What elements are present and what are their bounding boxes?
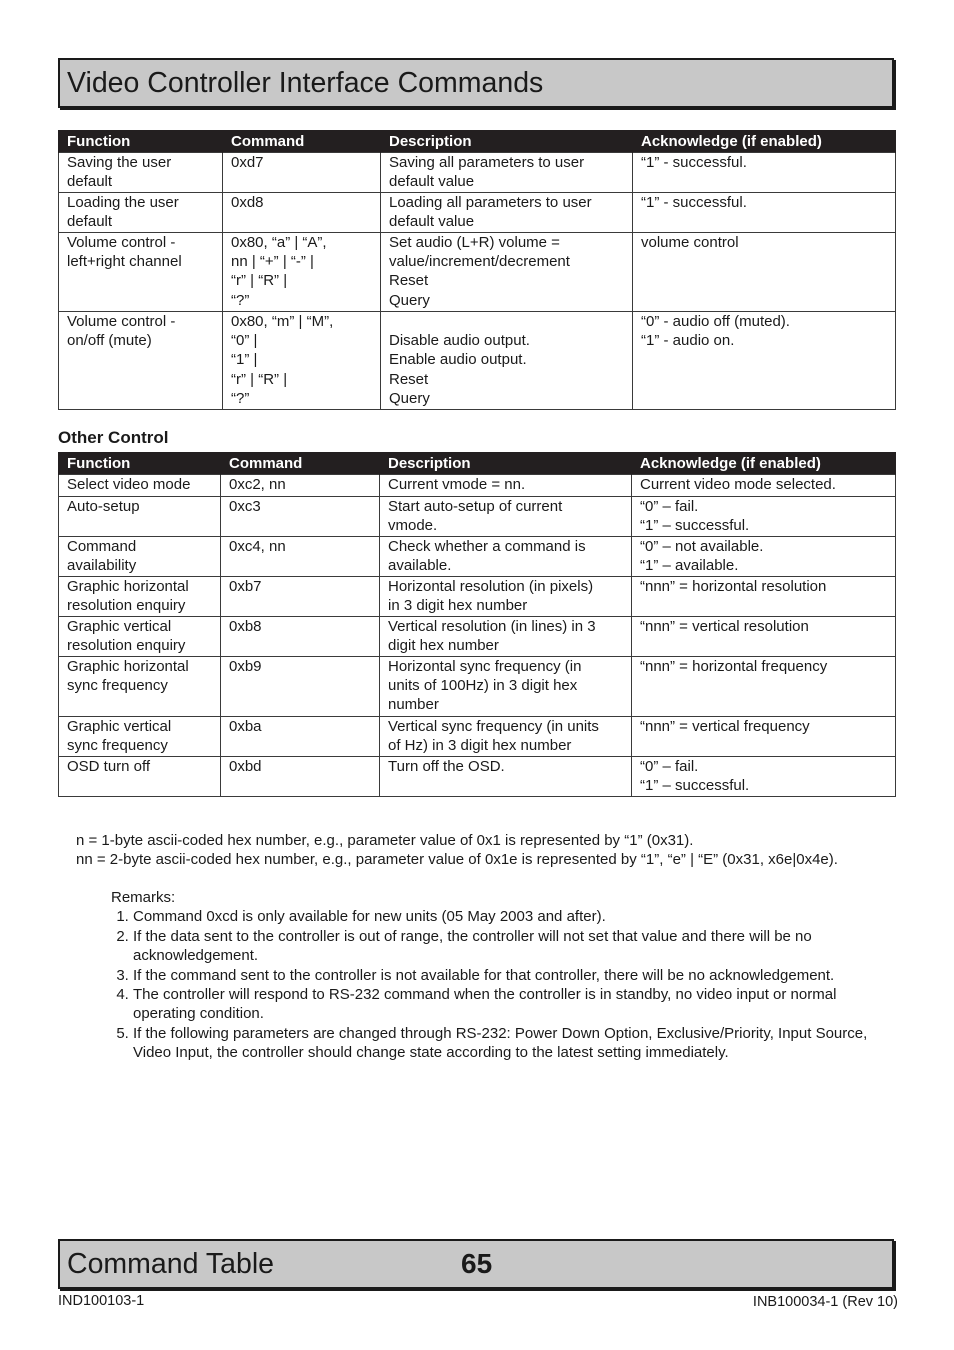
remark-item: 4. The controller will respond to RS-232 command when the controller is in standby, no video input or normal operating condition. — [133, 985, 901, 1024]
audio-command-table — [58, 130, 896, 410]
table-row — [59, 497, 896, 537]
remark-item: 1. Command 0xcd is only available for new units (05 May 2003 and after). — [133, 907, 901, 926]
encoding-notes — [76, 831, 936, 869]
cell-ack: “1” - successful. — [633, 193, 896, 233]
cell-description: Loading all parameters to user default value — [381, 193, 633, 233]
cell-command: 0xbd — [221, 757, 380, 797]
column-header-ack: Acknowledge (if enabled) — [633, 130, 896, 153]
cell-ack: “0” – not available. “1” – available. — [632, 537, 896, 577]
cell-ack: volume control — [633, 233, 896, 312]
cell-description: Set audio (L+R) volume = value/increment/decrement Reset Query — [381, 233, 633, 312]
cell-command: 0xb7 — [221, 577, 380, 617]
cell-description: Saving all parameters to user default value — [381, 153, 633, 193]
table-row — [59, 657, 896, 717]
cell-ack: “0” - audio off (muted). “1” - audio on. — [633, 312, 896, 410]
cell-function: Graphic horizontal resolution enquiry — [59, 577, 221, 617]
cell-command: 0x80, “m” | “M”, “0” | “1” | “r” | “R” | “?” — [223, 312, 381, 410]
cell-description: Vertical sync frequency (in units of Hz) in 3 digit hex number — [380, 717, 632, 757]
cell-function: Saving the user default — [59, 153, 223, 193]
doc-code-left: IND100103-1 — [58, 1293, 145, 1309]
cell-ack: “0” – fail. “1” – successful. — [632, 497, 896, 537]
remark-item: 5. If the following parameters are changed through RS-232: Power Down Option, Exclusive/Priority, Input Source, Video Input, the controller should change state according to the latest setting immediately. — [133, 1024, 901, 1063]
cell-function: Volume control - on/off (mute) — [59, 312, 223, 410]
table-row — [59, 617, 896, 657]
column-header-function: Function — [59, 130, 223, 153]
footer-bar — [58, 1239, 894, 1289]
cell-ack: “1” - successful. — [633, 153, 896, 193]
cell-ack: “nnn” = horizontal frequency — [632, 657, 896, 717]
table-row — [59, 717, 896, 757]
cell-description: Horizontal sync frequency (in units of 100Hz) in 3 digit hex number — [380, 657, 632, 717]
cell-function: Select video mode — [59, 475, 221, 497]
table-row — [59, 193, 896, 233]
cell-command: 0xb8 — [221, 617, 380, 657]
cell-command: 0xc3 — [221, 497, 380, 537]
note-n: n = 1-byte ascii-coded hex number, e.g., parameter value of 0x1 is represented by “1” (0x31). — [76, 832, 694, 849]
cell-ack: “nnn” = vertical frequency — [632, 717, 896, 757]
cell-function: Command availability — [59, 537, 221, 577]
remarks-list — [111, 907, 901, 1062]
note-nn: nn = 2-byte ascii-coded hex number, e.g., parameter value of 0x1e is represented by “1”, “e” | “E” (0x31, x6e|0x4e). — [76, 851, 838, 868]
cell-function: Volume control - left+right channel — [59, 233, 223, 312]
table-row — [59, 153, 896, 193]
column-header-command: Command — [221, 452, 380, 475]
cell-command: 0x80, “a” | “A”, nn | “+” | “-” | “r” | “R” | “?” — [223, 233, 381, 312]
cell-function: Graphic horizontal sync frequency — [59, 657, 221, 717]
column-header-function: Function — [59, 452, 221, 475]
cell-command: 0xba — [221, 717, 380, 757]
column-header-ack: Acknowledge (if enabled) — [632, 452, 896, 475]
table-row — [59, 233, 896, 312]
cell-description: Horizontal resolution (in pixels) in 3 digit hex number — [380, 577, 632, 617]
cell-description: Vertical resolution (in lines) in 3 digit hex number — [380, 617, 632, 657]
remark-item: 3. If the command sent to the controller is not available for that controller, there will be no acknowledgement. — [133, 966, 901, 985]
table-row — [59, 312, 896, 410]
cell-function: OSD turn off — [59, 757, 221, 797]
remark-item: 2. If the data sent to the controller is out of range, the controller will not set that value and there will be no acknowledgement. — [133, 927, 901, 966]
page-title: Video Controller Interface Commands — [67, 67, 544, 99]
cell-description: Current vmode = nn. — [380, 475, 632, 497]
table-header-row — [59, 452, 896, 475]
remarks-title: Remarks: — [111, 889, 176, 906]
cell-description: Turn off the OSD. — [380, 757, 632, 797]
cell-command: 0xc4, nn — [221, 537, 380, 577]
table-row — [59, 475, 896, 497]
table-row — [59, 757, 896, 797]
cell-command: 0xb9 — [221, 657, 380, 717]
cell-ack: Current video mode selected. — [632, 475, 896, 497]
table-row — [59, 537, 896, 577]
cell-function: Graphic vertical sync frequency — [59, 717, 221, 757]
remarks — [111, 888, 901, 1063]
cell-ack: “0” – fail. “1” – successful. — [632, 757, 896, 797]
cell-description: Disable audio output. Enable audio output. Reset Query — [381, 312, 633, 410]
cell-command: 0xc2, nn — [221, 475, 380, 497]
cell-function: Graphic vertical resolution enquiry — [59, 617, 221, 657]
page-number: 65 — [461, 1248, 493, 1279]
cell-function: Loading the user default — [59, 193, 223, 233]
doc-code-right: INB100034-1 (Rev 10) — [752, 1294, 898, 1310]
header-bar — [58, 58, 894, 108]
footer-title: Command Table — [67, 1248, 275, 1280]
cell-ack: “nnn” = vertical resolution — [632, 617, 896, 657]
section-title-other-control: Other Control — [58, 428, 169, 447]
cell-description: Check whether a command is available. — [380, 537, 632, 577]
cell-command: 0xd7 — [223, 153, 381, 193]
table-row — [59, 577, 896, 617]
cell-description: Start auto-setup of current vmode. — [380, 497, 632, 537]
column-header-description: Description — [380, 452, 632, 475]
other-control-table — [58, 452, 896, 797]
cell-ack: “nnn” = horizontal resolution — [632, 577, 896, 617]
column-header-description: Description — [381, 130, 633, 153]
cell-function: Auto-setup — [59, 497, 221, 537]
table-header-row — [59, 130, 896, 153]
column-header-command: Command — [223, 130, 381, 153]
cell-command: 0xd8 — [223, 193, 381, 233]
